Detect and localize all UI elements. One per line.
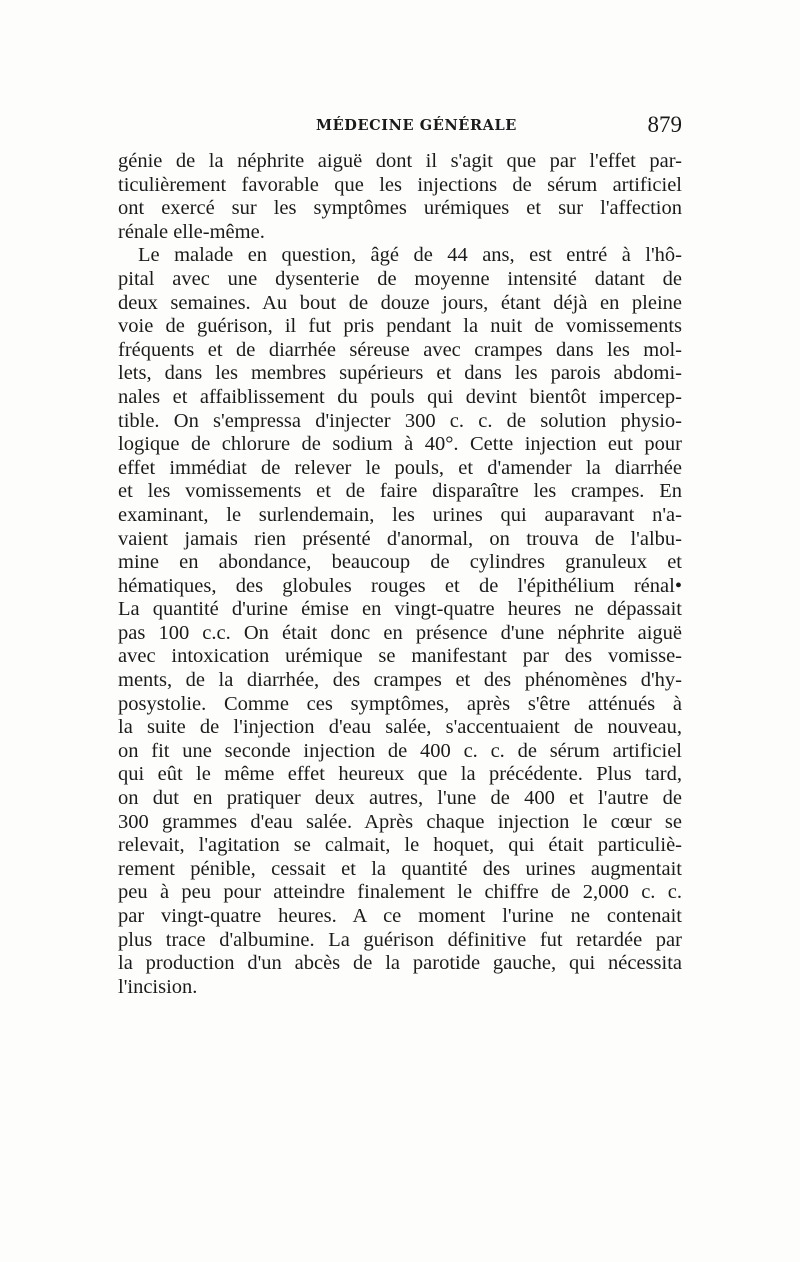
text-line: ments, de la diarrhée, des crampes et des phénomènes d'hy-: [118, 669, 682, 692]
text-line: par vingt-quatre heures. A ce moment l'urine ne contenait: [118, 905, 682, 927]
paragraph: [118, 244, 682, 999]
text-line: la production d'un abcès de la parotide gauche, qui nécessita: [118, 952, 682, 975]
text-line: 300 grammes d'eau salée. Après chaque injection le cœur se: [118, 810, 682, 833]
text-line: génie de la néphrite aiguë dont il s'agit que par l'effet par-: [118, 150, 682, 172]
text-line: nales et affaiblissement du pouls qui devint bientôt impercep-: [118, 385, 682, 408]
text-line: mine en abondance, beaucoup de cylindres granuleux et: [118, 551, 682, 574]
text-line: tible. On s'empressa d'injecter 300 c. c. de solution physio-: [118, 409, 682, 432]
running-title: MÉDECINE GÉNÉRALE: [316, 117, 517, 134]
text-line: La quantité d'urine émise en vingt-quatre heures ne dépassait: [118, 598, 682, 621]
text-line: vaient jamais rien présenté d'anormal, on trouva de l'albu-: [118, 527, 682, 550]
text-line: ticulièrement favorable que les injections de sérum artificiel: [118, 173, 682, 196]
text-line: effet immédiat de relever le pouls, et d'amender la diarrhée: [118, 456, 682, 479]
text-line: on fit une seconde injection de 400 c. c. de sérum artificiel: [118, 739, 682, 762]
text-line: lets, dans les membres supérieurs et dans les parois abdomi-: [118, 362, 682, 385]
text-line: fréquents et de diarrhée séreuse avec crampes dans les mol-: [118, 338, 682, 361]
paragraph: [118, 150, 682, 244]
text-line: plus trace d'albumine. La guérison définitive fut retardée par: [118, 928, 682, 951]
text-line: la suite de l'injection d'eau salée, s'accentuaient de nouveau,: [118, 716, 682, 739]
text-line: et les vomissements et de faire disparaître les crampes. En: [118, 480, 682, 503]
page-number: 879: [647, 112, 682, 137]
text-line: examinant, le surlendemain, les urines qui auparavant n'a-: [118, 503, 682, 526]
text-line: peu à peu pour atteindre finalement le chiffre de 2,000 c. c.: [118, 881, 682, 904]
text-line: relevait, l'agitation se calmait, le hoquet, qui était particuliè-: [118, 834, 682, 857]
text-line: l'incision.: [118, 975, 198, 998]
text-line: rénale elle-même.: [118, 220, 265, 243]
text-line: pital avec une dysenterie de moyenne intensité datant de: [118, 267, 682, 290]
text-line: pas 100 c.c. On était donc en présence d'une néphrite aiguë: [118, 621, 682, 644]
text-line: logique de chlorure de sodium à 40°. Cette injection eut pour: [118, 433, 682, 456]
text-line: rement pénible, cessait et la quantité des urines augmentait: [118, 857, 682, 880]
text-line: Le malade en question, âgé de 44 ans, est entré à l'hô-: [138, 244, 682, 267]
text-line: on dut en pratiquer deux autres, l'une de 400 et l'autre de: [118, 787, 682, 810]
text-line: hématiques, des globules rouges et de l'épithélium rénal•: [118, 574, 682, 597]
text-line: voie de guérison, il fut pris pendant la nuit de vomissements: [118, 315, 682, 338]
text-line: avec intoxication urémique se manifestant par des vomisse-: [118, 645, 682, 668]
body-text: [118, 150, 682, 999]
page-header: [118, 112, 682, 144]
text-line: posystolie. Comme ces symptômes, après s'être atténués à: [118, 692, 682, 715]
text-line: qui eût le même effet heureux que la précédente. Plus tard,: [118, 763, 682, 786]
text-line: ont exercé sur les symptômes urémiques et sur l'affection: [118, 197, 682, 220]
text-line: deux semaines. Au bout de douze jours, étant déjà en pleine: [118, 291, 682, 314]
